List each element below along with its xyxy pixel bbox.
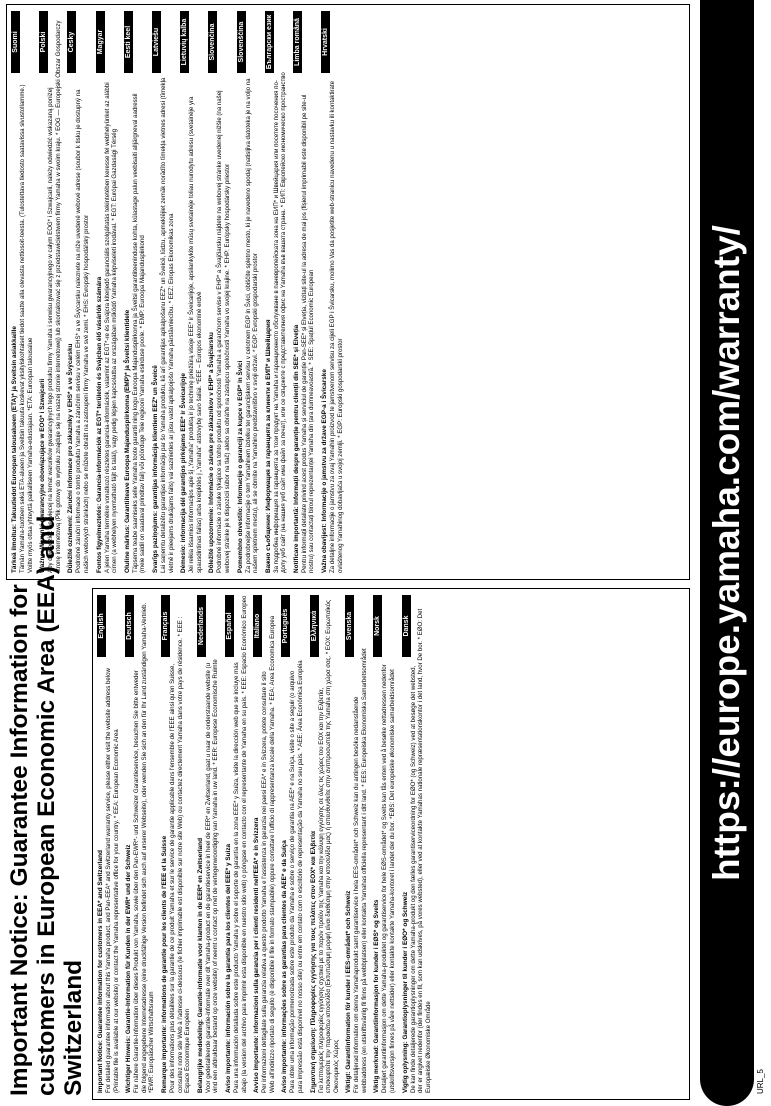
- section-body: Podrobné informácie o záruke týkajúce sa tohto produktu od spoločnosti Yamaha a garančnom servise v EHP* a Švajčiarsku nájdete na webovej stránke uvedenej nižšie (na našej webovej stránke je k dispozícii súbor na tlač) alebo sa obráťte na zástupcu spoločnosti Yamaha vo svojej krajine. * EHP: Európsky hospodársky priestor: [216, 90, 231, 573]
- guarantee-section: [402, 595, 433, 1093]
- section-body: Lai saņemtu detalizētu garantijas informāciju par šo Yamaha produktu, kā arī garantijas apkalpošanu EEZ* un Šveicē, lūdzu, apmeklējiet zemāk norādīto tīmekļa vietnes adresi (tīmekļa vietnē ir pieejams drukājams fails) vai sazinieties ar jūsu valsti apkalpojošo Yamaha pārstāvniecību. * EEZ: Eiropas Ekonomikas zona: [159, 77, 175, 573]
- guarantee-column-left: [92, 588, 690, 1100]
- section-heading: Dėmesio: informacija dėl garantijos pirkėjams EEE* ir Šveicarijoje: [180, 373, 188, 573]
- guarantee-section: [208, 11, 231, 573]
- language-label: Suomi: [11, 11, 20, 73]
- guarantee-section: [39, 11, 62, 573]
- section-heading: Σημαντική σημείωση: Πληροφορίες εγγύησης για τους πελάτες στον ΕΟΧ* και Ελβετία: [309, 831, 317, 1093]
- section-heading: Notificare importantă: Informații despre garanție pentru clienții din SEE* și Elveția: [292, 324, 300, 573]
- section-body: Pour des informations plus détaillées sur la garantie de ce produit Yamaha et sur le service de garantie applicable dans l'ensemble de l'EEE ainsi qu'en Suisse, consultez notre site Web à l'adresse ci-dessous (le fichier imprimable est disponible sur notre site Web) ou contactez directement Yamaha dans votre pays de résidence. * EEE : Espace Economique Européen: [168, 616, 192, 1093]
- language-label: Eesti keel: [124, 11, 133, 73]
- section-heading: Pomembno obvestilo: Informacije o garanciji za kupce v EGP* in Švici: [236, 360, 244, 573]
- section-body: Aby dowiedzieć się więcej na temat warunków gwarancyjnych tego produktu firmy Yamaha i serwisu gwarancyjnego w całym EOG* i Szwajcarii, należy odwiedzić wskazaną poniżej stronę internetową (Plik gotowy do wydruku znajduje się na naszej stronie internetowej) lub skontaktować się z przedstawicielstwem firmy Yamaha w swoim kraju. * EOG — Europejski Obszar Gospodarczy: [47, 20, 62, 573]
- language-label: English: [97, 595, 106, 657]
- section-body: Detaljert garantiinformasjon om dette Yamaha-produktet og garantiservice for hele EØS-området* og Sveits kan fås enten ved å besøke nettadressen nedenfor (utskriftsversjon finnes på våre nettsider) eller kontakte kontakte Yamaha-kontoret i landet der du bor. *EØS: Det europeiske økonomiske samarbeidsområdet: [381, 664, 397, 1093]
- guarantee-section: [310, 595, 341, 1093]
- language-label: Limba română: [293, 11, 302, 73]
- language-label: Ελληνικά: [310, 595, 319, 657]
- language-label: Hrvatski: [321, 11, 330, 73]
- guarantee-section: [321, 11, 344, 573]
- section-heading: Aviso importante: información sobre la garantía para los clientes del EEE* y Suiza: [224, 843, 232, 1093]
- section-heading: Wichtiger Hinweis: Garantie-Information für Kunden in der EWR* und der Schweiz: [125, 844, 133, 1093]
- guarantee-section: [96, 11, 119, 573]
- language-label: Nederlands: [197, 595, 206, 657]
- guarantee-section: [180, 11, 203, 573]
- section-heading: Ważne: Warunki gwarancyjne obowiązujące w EOG* i Szwajcarii: [39, 378, 47, 573]
- guarantee-section: [225, 595, 248, 1093]
- section-heading: Dôležité upozornenie: Informácie o záruke pre zákazníkov v EHP* a Švajčiarsku: [208, 332, 216, 573]
- section-body: For detailed guarantee information about this Yamaha product, and Pan-EEA* and Switzerland warranty service, please either visit the website address below (Printable file is available at our website) or contact the Yamaha representative office for your country. * EEA: European Economic Area: [105, 668, 120, 1093]
- language-label: Svenska: [345, 595, 354, 657]
- section-body: Pentru informații detaliate privind acest produs Yamaha și serviciul de garanție Pan-SEE* și Elveția, vizitați site-ul la adresa de mai jos (fișierul imprimabil este disponibil pe site-ul nostru) sau contactați biroul reprezentanței Yamaha din țara dumneavoastră. * SEE: Spațiul Economic European: [300, 94, 316, 573]
- section-heading: Svarīgs paziņojums: garantijas informācija klientiem EEZ* un Šveicē: [151, 365, 159, 573]
- language-label: Polski: [39, 11, 48, 73]
- guarantee-section: [265, 11, 288, 573]
- language-label: Lietuvių kalba: [180, 11, 189, 73]
- document-code: URL_5: [756, 1069, 765, 1094]
- section-heading: Aviso importante: informações sobre as garantias para clientes da AEE* e da Suíça: [281, 840, 289, 1093]
- section-body: För detaljerad information om denna Yamahaprodukt samt garantiservice i hela EES-området* och Schweiz kan du antingen besöka nedanstående webbaddress (en utskriftsvänlig fil finns på webbplatsen) eller kontakta Yamahas officiella representant i ditt land. * EES: Europeiska Ekonomiska Samarbetsområdet: [353, 648, 368, 1093]
- section-heading: Fontos figyelmeztetés: Garancia-információk az EGT* területén és Svájcban élő vásárlók számára: [95, 276, 103, 573]
- section-heading: Viktigt: Garantiinformation för kunder i EES-området* och Schweiz: [345, 890, 353, 1093]
- section-body: Za detaljne informacije o jamstvu za ovaj Yamahin proizvod te jamstvenom servisu za cijeli EGP i Švicarsku, molimo Vas da posjetite web-stranicu navedenu u nastavku ili kontaktirate ovlaštenog Yamahinog dobavljača u svojoj zemlji. * EGP: Europski gospodarski prostor: [329, 80, 344, 573]
- language-label: Dansk: [402, 595, 411, 657]
- section-heading: Vigtig oplysning: Garantioplysninger til kunder i EØO* og Schweiz: [401, 891, 409, 1093]
- language-label: Latviešu: [152, 11, 161, 73]
- guarantee-section: [11, 11, 34, 573]
- language-label: Norsk: [373, 595, 382, 657]
- section-body: Para una información detallada sobre este producto Yamaha y sobre el soporte de garantía en la zona EEE* y Suiza, visite la dirección web que se incluye más abajo (la version del archivo para imprimir esta disponible en nuestro sitio web) o póngase en contacto con el representante de Yamaha en su país. * EEE: Espacio Económico Europeo: [232, 595, 248, 1093]
- guarantee-section: [253, 595, 276, 1093]
- section-heading: Oluline märkus: Garantiiteave Euroopa Majanduspiirkonna (EMP)* ja Šveitsi klientidele: [123, 309, 131, 573]
- guarantee-section: [124, 11, 147, 573]
- section-heading: Avviso importante: informazioni sulla garanzia per i clienti residenti nell'EEA* e in Svizzera: [253, 817, 261, 1093]
- language-label: Português: [281, 595, 290, 657]
- section-body: De kan finde detaljerede garantioplysninger om dette Yamaha-produkt og den fælles garantiserviceordning for EØO* (og Schweiz) ved at besøge det websted, der er angivet nedenfor (der findes en fil, som kan udskrives, på vores websted), eller ved at kontakte Yamahas nationale repræsentationskontor i det land, hvor De bor. * EØO: Det Europæiske Økonomiske Område: [409, 608, 432, 1093]
- guarantee-section: [345, 595, 368, 1093]
- language-label: Magyar: [96, 11, 105, 73]
- guarantee-section: [67, 11, 90, 573]
- guarantee-section: [152, 11, 175, 573]
- section-body: Podrobné záruční informace o tomto produktu Yamaha a záručním servisu v celém EHS* a ve Švýcarsku naleznete na níže uvedené webové adrese (soubor k tisku je dostupný na našich webových stránkách) nebo se můžete obrátit na zastoupení firmy Yamaha ve své zemi. * EHS: Evropský hospodářský prostor: [75, 89, 90, 573]
- section-heading: Důležité oznámení: Záruční informace pro zákazníky v EHS* a ve Švýcarsku: [67, 343, 75, 573]
- section-heading: Viktig merknad: Garantiinformasjon for kunder i EØS* og Sveits: [373, 899, 381, 1093]
- guarantee-section: [161, 595, 192, 1093]
- guarantee-section: [197, 595, 220, 1093]
- guarantee-column-right: [6, 4, 690, 580]
- section-body: Para obter uma informação pormenorizada sobre este produto da Yamaha e sobre o serviço de garantia na AEE* e na Suíça, visite o site a seguir (o arquivo para impressão está disponível no nosso site) ou entre em contato com o escritório de representação da Yamaha no seu país. * AEE: Área Econômica Européia: [289, 660, 304, 1093]
- section-body: Täpsema teabe saamiseks selle Yamaha toote garantii ning kogu Euroopa Majanduspiirkonna ja Šveitsi garantiiteeninduse kohta, külastage palun veebisaiti alljärgneval aadressil (meie saidil on saadaval prinditav fail) või pöörduge Teie regiooni Yamaha esinduse poole. * EMP: Euroopa Majanduspiirkond: [131, 93, 147, 573]
- section-heading: Tärkeä ilmoitus: Takuutiedot Euroopan talousalueen (ETA)* ja Sveitsin asiakkaille: [11, 326, 18, 573]
- section-body: За подробна информация за гаранцията за този продукт на Yamaha и гаранционното обслужване в паневропейската зона на ЕИП* и Швейцария или посетете посочения по-долу уеб сайт (на нашия уеб сайт има файл за печат), или се свържете с представителния офис на Yamaha във вашата страна. * ЕИП: Европейско икономическо пространство: [272, 72, 288, 573]
- language-label: Deutsch: [125, 595, 134, 657]
- section-heading: Important Notice: Guarantee information for customers in EEA* and Switzerland: [97, 850, 104, 1093]
- warranty-url-link[interactable]: https://europe.yamaha.com/warranty/: [700, 0, 754, 1106]
- guarantee-section: [293, 11, 316, 573]
- section-body: Voor gedetailleerde garantie-informatie over dit Yamaha-product en de garantieservice in heel de EER* en Zwitserland, gaat u naar de onderstaande website (u vind een afdrukbaar bestand op onze website) of neemt u contact op met de vertegenwoordiging van Yamaha in uw land. * EER: Europese Economische Ruimte: [204, 659, 220, 1093]
- language-label: Italiano: [253, 595, 262, 657]
- guarantee-section: [125, 595, 156, 1093]
- language-label: Български език: [265, 11, 274, 73]
- language-label: Français: [161, 595, 170, 657]
- guarantee-section: [281, 595, 304, 1093]
- language-label: Slovenčina: [208, 11, 217, 73]
- language-label: Español: [225, 595, 234, 657]
- guarantee-section: [237, 11, 260, 573]
- guarantee-section: [373, 595, 396, 1093]
- section-body: Für nähere Garantie-Information über dieses Produkt von Yamaha, sowie über den Pan-EWR*- und Schweizer Garantieservice, besuchen Sie bitte entweder die folgend angegebene Internetadresse (eine druckfähige Version befindet sich auch auf unserer Webseite), oder wenden Sie sich an den für Ihr Land zuständigen Yamaha-Vertrieb. *EWR: Europäischer Wirtschaftsraum: [133, 602, 156, 1093]
- language-label: Česky: [67, 11, 76, 73]
- section-heading: Remarque importante: informations de garantie pour les clients de l'EEE et la Suisse: [160, 835, 168, 1093]
- section-body: Jei reikia išsamios informacijos apie šį „Yamaha“ produktą ir jo techninę priežiūrą visoje EEE* ir Šveicarijoje, apsilankykite mūsų svetainėje toliau nurodytu adresu (svetainėje yra spausdintinas failas) arba kreipkitės į „Yamaha“ atstovybę savo šaliai. *EEE – Europos ekonominė erdvė: [188, 96, 203, 573]
- section-heading: Važna obavijest: Informacije o jamstvu za države EGP-a i Švicarske: [321, 369, 329, 573]
- section-body: Tämän Yamaha-tuotteen sekä ETA-alueen ja Sveitsin takuuta koskevat yksityiskohtaiset tiedot saatte alla olevasta nettiosoit-teesta. (Tulostettava tiedosto saatavissa sivustollamme.) Voitte myös ottaa yhteyttä paikalliseen Yamaha-edustajaan. *ETA: Euroopan talousalue: [19, 84, 34, 573]
- section-body: Za podrobnejše informacije o tem Yamahinem izdelku ter garancijskem servisu v celotnem EGP in Švici, obiščite spletno mesto, ki je navedeno spodaj (natisljiva datoteka je na voljo na našem spletnem mestu), ali se obrnite na Yamahino predstavništvo v svoji državi. * EGP: Evropski gospodarski prostor: [244, 78, 260, 573]
- section-body: Per informazioni dettagliate sulla garanzia relativa a questo prodotto Yamaha e l'assistenza in garanzia nei paesi EEA* e in Svizzera, potete consultare il sito Web all'indirizzo riportato di seguito (è disponibile il file in formato stampabile) oppure contattare l'ufficio di rappresentanza locale della Yamaha. * EEA: Area Economica Europea: [261, 615, 276, 1093]
- section-body: A jelen Yamaha termékre vonatkozó részletes garancia-információk, valamint az EGT*-re és Svájcra kiterjedő garanciális szolgáltatás tekintetében keresse fel webhelyünket az alábbi címen (a webhelyen nyomtatható fájlt is talál), vagy pedig lépjen kapcsolatba az országában működő Yamaha képviseleti irodával. * EGT: Európai Gazdasági Térség: [103, 82, 119, 573]
- section-body: Για λεπτομερείς πληροφορίες εγγύησης σχετικά με το παρόν προϊόν της Yamaha και την κάλυψη εγγύησης σε όλες τις χώρες του ΕΟΧ και την Ελβετία, επισκεφτείτε την παρακάτω ιστοσελίδα (Εκτυπώσιμη μορφή είναι διαθέσιμη στην ιστοσελίδα μας) ή απευθυνθείτε στην αντιπροσωπεία της Yamaha στη χώρα σας. * ΕΟΧ: Ευρωπαϊκός Οικονομικός Χώρος: [317, 600, 340, 1093]
- page-title: Important Notice: Guarantee Information for customers in European Economic Area (EEA) and Switzerland: [6, 515, 87, 1096]
- section-heading: Важно съобщение: Информация за гаранцията за клиенти в ЕИП* и Швейцария: [264, 319, 272, 573]
- guarantee-section: [97, 595, 120, 1093]
- language-label: Slovenščina: [237, 11, 246, 73]
- section-heading: Belangrijke mededeling: Garantie-informatie voor klanten in de EER* en Zwitserland: [196, 838, 204, 1093]
